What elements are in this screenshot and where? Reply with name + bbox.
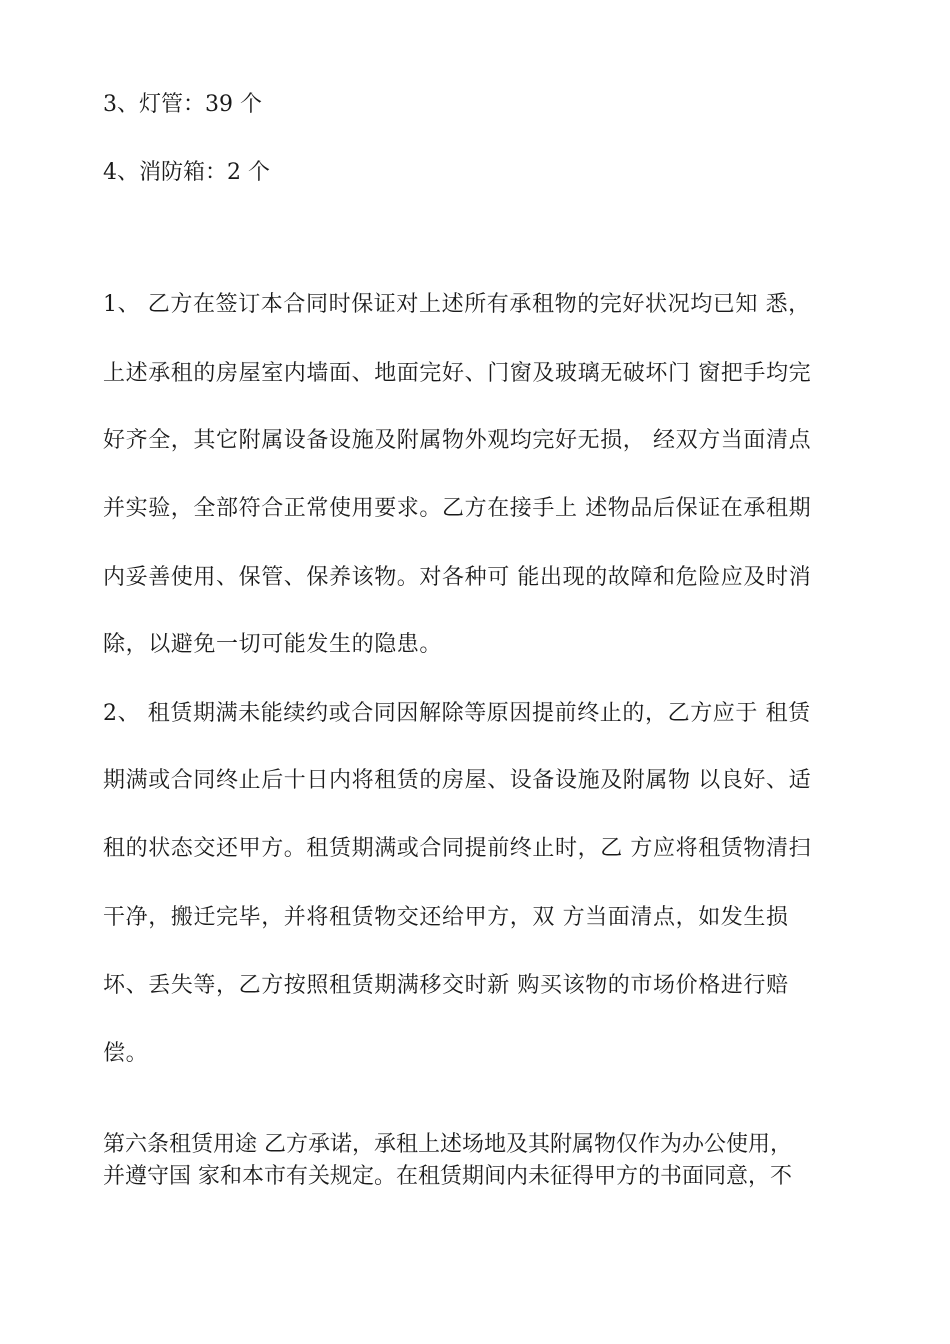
clause-2-line: 期满或合同终止后十日内将租赁的房屋、设备设施及附属物 以良好、适 xyxy=(103,768,812,793)
clause-1-line: 除，以避免一切可能发生的隐患。 xyxy=(103,632,443,657)
inventory-item-fire-boxes: 4、消防箱：2 个 xyxy=(103,160,270,185)
clause-1-line: 上述承租的房屋室内墙面、地面完好、门窗及玻璃无破坏门 窗把手均完 xyxy=(103,361,812,386)
clause-2-line: 2、 租赁期满未能续约或合同因解除等原因提前终止的，乙方应于 租赁 xyxy=(103,701,811,726)
clause-2-line: 偿。 xyxy=(103,1041,149,1066)
clause-2-line: 租的状态交还甲方。租赁期满或合同提前终止时，乙 方应将租赁物清扫 xyxy=(103,836,812,861)
clause-2-line: 坏、丢失等，乙方按照租赁期满移交时新 购买该物的市场价格进行赔 xyxy=(103,973,789,998)
article-6-line: 并遵守国 家和本市有关规定。在租赁期间内未征得甲方的书面同意，不 xyxy=(103,1164,792,1189)
clause-1-line: 并实验，全部符合正常使用要求。乙方在接手上 述物品后保证在承租期 xyxy=(103,496,812,521)
inventory-item-light-tubes: 3、灯管：39 个 xyxy=(103,92,262,117)
clause-2-line: 干净，搬迁完毕，并将租赁物交还给甲方，双 方当面清点，如发生损 xyxy=(103,905,789,930)
article-6-line: 第六条租赁用途 乙方承诺，承租上述场地及其附属物仅作为办公使用， xyxy=(103,1132,792,1157)
clause-1-line: 好齐全，其它附属设备设施及附属物外观均完好无损， 经双方当面清点 xyxy=(103,428,812,453)
clause-1-line: 内妥善使用、保管、保养该物。对各种可 能出现的故障和危险应及时消 xyxy=(103,565,812,590)
clause-1-line: 1、 乙方在签订本合同时保证对上述所有承租物的完好状况均已知 悉， xyxy=(103,292,811,317)
